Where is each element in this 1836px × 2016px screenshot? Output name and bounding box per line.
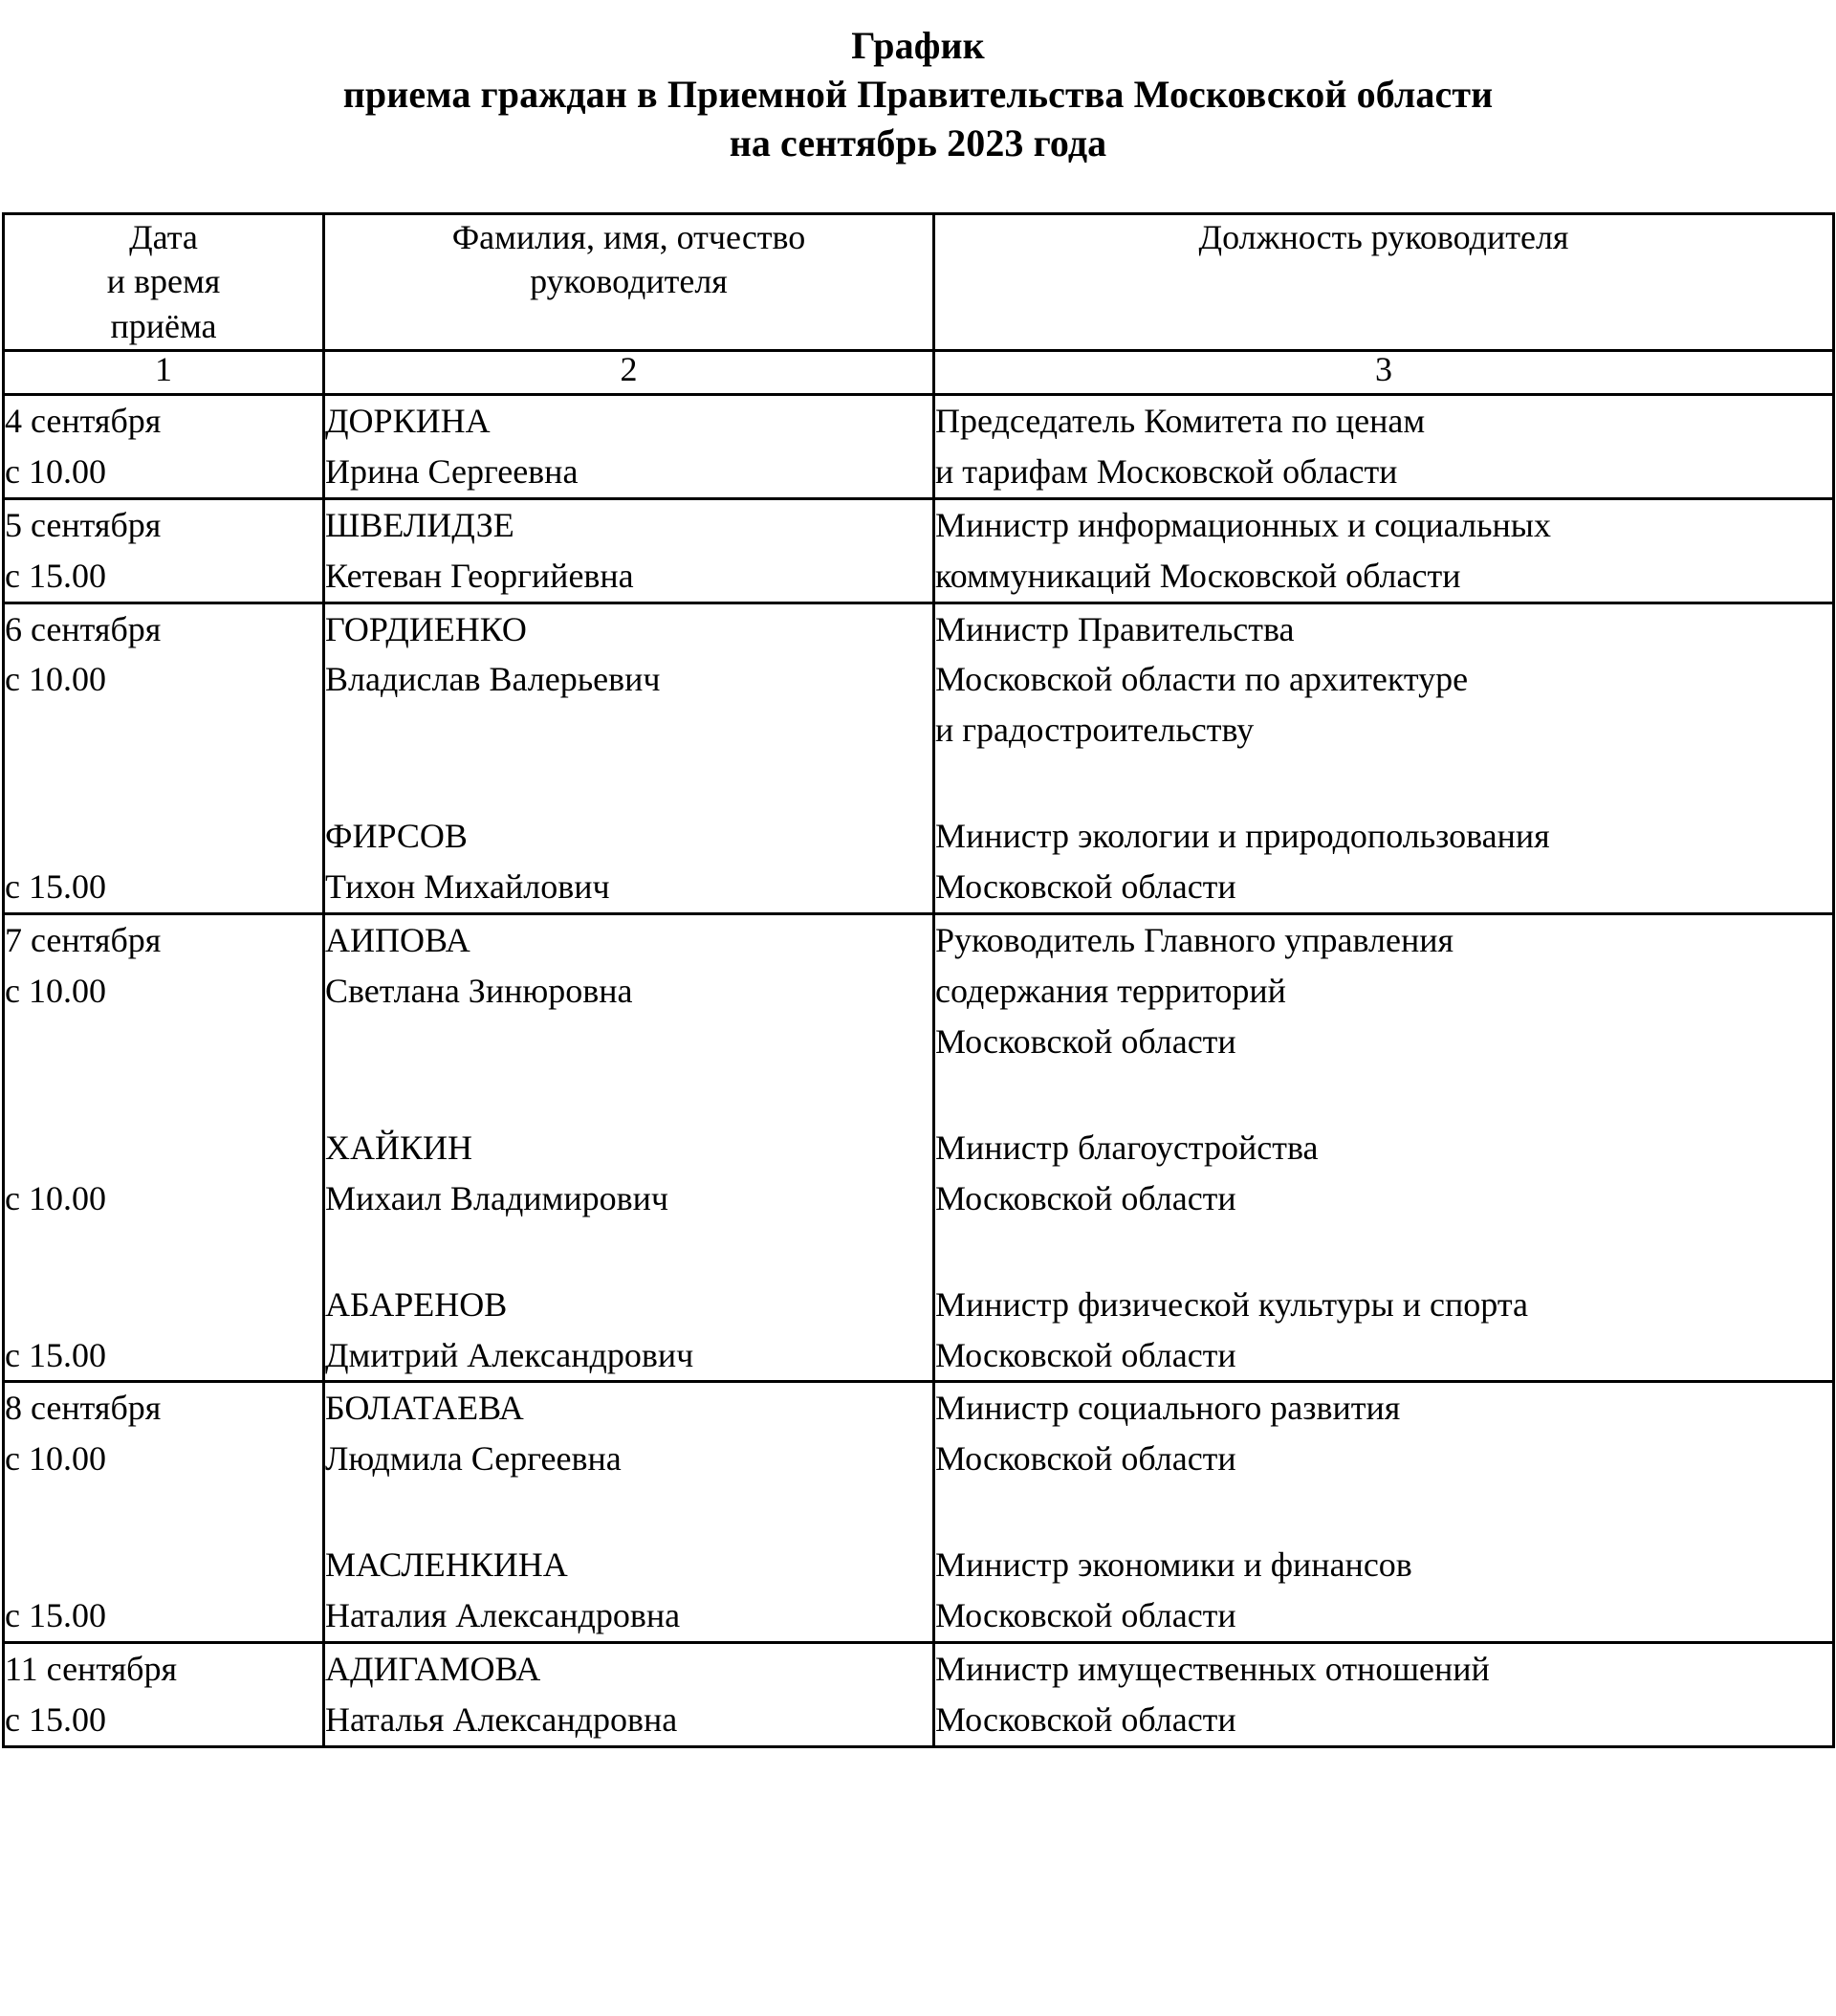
- date-time-entry: [5, 915, 322, 1017]
- official-position-entry: [935, 396, 1832, 497]
- official-given-name: Наталья Александровна: [325, 1699, 678, 1739]
- reception-date: 5 сентября: [5, 505, 162, 544]
- official-name-entry: [325, 1280, 932, 1381]
- position-line: Московской области: [935, 1178, 1236, 1217]
- position-line: Министр экологии и природопользования: [935, 817, 1550, 856]
- official-position-entry: [935, 811, 1832, 912]
- official-surname: ГОРДИЕНКО: [325, 609, 527, 648]
- column-number-2: 2: [324, 350, 934, 394]
- cell-official-position: [934, 394, 1834, 498]
- table-row: [4, 498, 1834, 603]
- cell-official-name: [324, 394, 934, 498]
- official-surname: АИПОВА: [325, 921, 470, 960]
- official-given-name: Тихон Михайлович: [325, 867, 610, 907]
- official-surname: ХАЙКИН: [325, 1128, 473, 1167]
- cell-date-time: [4, 603, 324, 914]
- position-line: Министр имущественных отношений: [935, 1650, 1490, 1689]
- header-date-line-3: приёма: [110, 307, 217, 346]
- table-row: [4, 1643, 1834, 1747]
- column-number-3: 3: [934, 350, 1834, 394]
- reception-time: с 15.00: [5, 1335, 106, 1374]
- column-number-row: [4, 350, 1834, 394]
- cell-date-time: [4, 498, 324, 603]
- official-name-entry: [325, 1383, 932, 1484]
- position-line: Министр Правительства: [935, 609, 1295, 648]
- cell-date-time: [4, 914, 324, 1382]
- header-position-line-1: Должность руководителя: [1198, 217, 1569, 256]
- reception-date: 6 сентября: [5, 609, 162, 648]
- table-body: [4, 394, 1834, 1746]
- official-given-name: Светлана Зинюровна: [325, 972, 633, 1011]
- position-line: и градостроительству: [935, 711, 1255, 750]
- reception-time: с 10.00: [5, 972, 106, 1011]
- position-line: Московской области: [935, 1021, 1236, 1061]
- reception-date: 4 сентября: [5, 401, 162, 440]
- header-date-line-2: и время: [106, 262, 221, 301]
- date-time-entry: [5, 396, 322, 497]
- cell-official-name: [324, 914, 934, 1382]
- official-surname: ФИРСОВ: [325, 817, 468, 856]
- table-row: [4, 914, 1834, 1382]
- reception-date: 8 сентября: [5, 1389, 162, 1428]
- official-given-name: Михаил Владимирович: [325, 1178, 668, 1217]
- header-date-line-1: Дата: [129, 217, 198, 256]
- official-given-name: Владислав Валерьевич: [325, 660, 661, 699]
- position-line: Московской области: [935, 1439, 1236, 1479]
- cell-date-time: [4, 1382, 324, 1643]
- reception-date: 11 сентября: [5, 1650, 178, 1689]
- official-name-entry: [325, 396, 932, 497]
- reception-time: с 15.00: [5, 1699, 106, 1739]
- cell-official-name: [324, 498, 934, 603]
- position-line: Министр социального развития: [935, 1389, 1401, 1428]
- official-position-entry: [935, 1280, 1832, 1381]
- column-header-full-name: [324, 213, 934, 350]
- cell-official-position: [934, 914, 1834, 1382]
- date-time-entry: [5, 1540, 322, 1641]
- title-line-1: График: [851, 24, 985, 67]
- table-header: [4, 213, 1834, 394]
- column-header-date-time: [4, 213, 324, 350]
- official-surname: АДИГАМОВА: [325, 1650, 541, 1689]
- official-name-entry: [325, 1540, 932, 1641]
- date-time-entry: [5, 1383, 322, 1484]
- reception-schedule-table: [2, 212, 1835, 1748]
- position-line: Московской области: [935, 867, 1236, 907]
- official-position-entry: [935, 1383, 1832, 1484]
- official-name-entry: [325, 760, 932, 912]
- official-position-entry: [935, 500, 1832, 602]
- reception-time: с 15.00: [5, 867, 106, 907]
- official-surname: АБАРЕНОВ: [325, 1284, 508, 1324]
- official-surname: МАСЛЕНКИНА: [325, 1545, 568, 1585]
- position-line: коммуникаций Московской области: [935, 556, 1461, 595]
- title-line-2: приема граждан в Приемной Правительства Московской области: [342, 73, 1494, 117]
- cell-official-name: [324, 603, 934, 914]
- cell-official-name: [324, 1643, 934, 1747]
- position-line: Министр физической культуры и спорта: [935, 1284, 1528, 1324]
- header-name-line-2: руководителя: [530, 262, 728, 301]
- position-line: Московской области по архитектуре: [935, 660, 1469, 699]
- header-name-line-1: Фамилия, имя, отчество: [451, 217, 806, 256]
- official-given-name: Людмила Сергеевна: [325, 1439, 622, 1479]
- reception-time: с 10.00: [5, 660, 106, 699]
- date-time-entry: [5, 1644, 322, 1745]
- official-surname: ШВЕЛИДЗЕ: [325, 505, 514, 544]
- position-line: Руководитель Главного управления: [935, 921, 1454, 960]
- official-position-entry: [935, 604, 1832, 756]
- reception-time: с 15.00: [5, 1596, 106, 1635]
- official-name-entry: [325, 1072, 932, 1224]
- position-line: Московской области: [935, 1335, 1236, 1374]
- reception-time: с 15.00: [5, 556, 106, 595]
- position-line: содержания территорий: [935, 972, 1286, 1011]
- column-number-1: 1: [4, 350, 324, 394]
- official-name-entry: [325, 500, 932, 602]
- official-name-entry: [325, 1644, 932, 1745]
- official-given-name: Ирина Сергеевна: [325, 451, 579, 491]
- official-name-entry: [325, 604, 932, 706]
- position-line: Председатель Комитета по ценам: [935, 401, 1426, 440]
- position-line: Министр экономики и финансов: [935, 1545, 1412, 1585]
- page-title: [0, 0, 1836, 168]
- reception-time: с 10.00: [5, 1178, 106, 1217]
- table-row: [4, 1382, 1834, 1643]
- official-position-entry: [935, 1644, 1832, 1745]
- cell-date-time: [4, 1643, 324, 1747]
- column-header-position: [934, 213, 1834, 350]
- cell-official-name: [324, 1382, 934, 1643]
- official-name-entry: [325, 915, 932, 1017]
- position-line: Министр информационных и социальных: [935, 505, 1551, 544]
- official-position-entry: [935, 1540, 1832, 1641]
- official-position-entry: [935, 915, 1832, 1067]
- official-surname: ДОРКИНА: [325, 401, 491, 440]
- position-line: Московской области: [935, 1596, 1236, 1635]
- header-row: [4, 213, 1834, 350]
- cell-official-position: [934, 603, 1834, 914]
- table-row: [4, 603, 1834, 914]
- date-time-entry: [5, 604, 322, 706]
- position-line: и тарифам Московской области: [935, 451, 1398, 491]
- schedule-table-wrapper: [0, 212, 1836, 1748]
- position-line: Министр благоустройства: [935, 1128, 1319, 1167]
- cell-official-position: [934, 1382, 1834, 1643]
- date-time-entry: [5, 760, 322, 912]
- official-given-name: Наталия Александровна: [325, 1596, 681, 1635]
- official-given-name: Кетеван Георгийевна: [325, 556, 634, 595]
- cell-date-time: [4, 394, 324, 498]
- official-surname: БОЛАТАЕВА: [325, 1389, 524, 1428]
- cell-official-position: [934, 1643, 1834, 1747]
- table-row: [4, 394, 1834, 498]
- reception-date: 7 сентября: [5, 921, 162, 960]
- official-given-name: Дмитрий Александрович: [325, 1335, 694, 1374]
- position-line: Московской области: [935, 1699, 1236, 1739]
- date-time-entry: [5, 1072, 322, 1224]
- official-position-entry: [935, 1123, 1832, 1224]
- date-time-entry: [5, 1280, 322, 1381]
- title-line-3: на сентябрь 2023 года: [729, 121, 1107, 165]
- reception-time: с 10.00: [5, 1439, 106, 1479]
- reception-time: с 10.00: [5, 451, 106, 491]
- cell-official-position: [934, 498, 1834, 603]
- date-time-entry: [5, 500, 322, 602]
